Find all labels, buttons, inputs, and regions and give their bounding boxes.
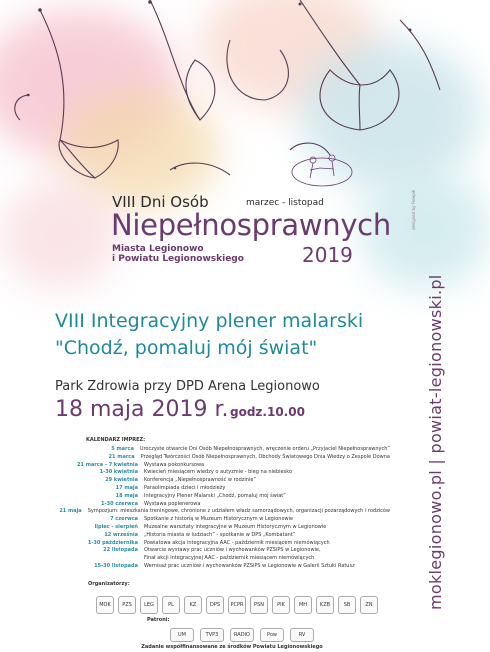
calendar-item xyxy=(40,454,390,462)
calendar-item-event: Paraolimpiada dzieci i młodzieży xyxy=(144,484,226,491)
organizer-logo: LEG xyxy=(140,596,158,614)
organizer-logo: MOK xyxy=(96,596,114,614)
organizer-logo: SB xyxy=(338,596,356,614)
event-time: godz.10.00 xyxy=(230,405,305,419)
calendar-item xyxy=(40,485,390,493)
calendar-item xyxy=(40,477,390,485)
organizer-logo: MH xyxy=(294,596,312,614)
calendar-item-date: 1-30 kwietnia xyxy=(99,469,138,476)
calendar-item xyxy=(40,516,390,524)
calendar-list xyxy=(40,446,390,571)
calendar-item-event: Kwiecień miesiącem wiedzy o autyzmie - bieg na niebiesko xyxy=(144,469,293,476)
event-heading-line2: "Chodź, pomaluj mój świat" xyxy=(55,337,318,359)
location-line1: Miasta Legionowo xyxy=(112,244,204,254)
calendar-item-date: 17 maja xyxy=(115,484,138,491)
organizer-logo: ZN xyxy=(360,596,378,614)
calendar-item-event: Integracyjny Plener Malarski „Chodź, pomaluj mój świat” xyxy=(144,492,286,499)
organizer-logo: KZ xyxy=(184,596,202,614)
calendar-item-event: Wernisaż prac uczniów i wychowanków PZSiPS w Legionowie w Galerii Sztuki Ratusz xyxy=(144,562,355,569)
calendar-item xyxy=(40,524,390,532)
calendar-item xyxy=(40,493,390,501)
calendar-item-date: 18 maja xyxy=(115,492,138,499)
calendar-item-event: Sympozjum: mieszkania treningowe, chronione z udziałem władz samorządowych, organizacji pozarządowych i rodziców xyxy=(87,508,390,515)
patron-logo: UM xyxy=(170,628,194,642)
organizer-logos xyxy=(96,596,378,614)
patron-logos xyxy=(170,628,314,642)
organizer-logo: DPS xyxy=(206,596,224,614)
calendar-item xyxy=(40,508,390,516)
patron-logo: Pow xyxy=(260,628,284,642)
funding-note: Zadanie współfinansowane ze środków Powiatu Legionowskiego xyxy=(141,644,323,650)
calendar-item-event: Muzealne warsztaty integracyjne w Muzeum Historycznym w Legionowie xyxy=(144,523,327,530)
calendar-item-date xyxy=(40,555,144,563)
patron-logo: RV xyxy=(290,628,314,642)
calendar-item-date: 7 czerwca xyxy=(110,516,138,523)
calendar-item xyxy=(40,532,390,540)
flower-illustration xyxy=(0,0,464,290)
organizer-logo: PIK xyxy=(272,596,290,614)
calendar-item-event: Konferencja „Niepełnosprawność w rodzinie” xyxy=(144,477,257,484)
calendar-item-event: Finał akcji integracyjnej AAC - październik miesiącem niemówiących xyxy=(144,555,315,562)
organizer-logo: KZB xyxy=(316,596,334,614)
organizers-label: Organizatorzy: xyxy=(88,581,130,587)
calendar-item-date: 29 kwietnia xyxy=(105,477,138,484)
calendar-item-date: 1-30 października xyxy=(87,539,138,546)
calendar-item-date: 21 marca xyxy=(108,453,135,460)
calendar-item-event: Spotkanie z historią w Muzeum Historycznym w Legionowie xyxy=(144,516,294,523)
title-line1: VIII Dni Osób xyxy=(112,193,209,211)
calendar-item xyxy=(40,563,390,571)
organizer-logo: PSN xyxy=(250,596,268,614)
organizer-logo: PCPR xyxy=(228,596,246,614)
calendar-item-date: 15-30 listopada xyxy=(94,562,138,569)
calendar-item xyxy=(40,555,390,563)
patrons-label: Patroni: xyxy=(147,617,170,623)
organizer-logo: PL xyxy=(162,596,180,614)
calendar-item-date: 21 marca - 7 kwietnia xyxy=(77,461,138,468)
calendar-item-date: 5 marca xyxy=(111,446,134,452)
calendar-item-date: 12 września xyxy=(104,531,138,538)
calendar-item-date: lipiec - sierpień xyxy=(94,523,138,530)
calendar-item-event: Otwarcie wystawy prac uczniów i wychowanków PZSiPS w Legionowie, xyxy=(144,547,321,554)
calendar-item-event: Wystawa poplenerowa xyxy=(144,500,201,507)
calendar-item-event: Wystawa pokonkursowa xyxy=(144,461,205,468)
patron-logo: RADIO xyxy=(230,628,254,642)
calendar-item-date: 21 maja xyxy=(59,508,82,515)
calendar-item-date: 1-30 czerwca xyxy=(101,500,138,507)
date-range: marzec - listopad xyxy=(246,198,324,208)
calendar-heading: KALENDARZ IMPREZ: xyxy=(86,437,146,443)
calendar-item xyxy=(40,446,390,454)
calendar-item-event: „Historia miasta w ludziach” - spotkanie w DPS „Kombatant” xyxy=(144,531,296,538)
event-heading-line1: VIII Integracyjny plener malarski xyxy=(55,310,364,332)
calendar-item-date: 22 listopada xyxy=(103,547,138,554)
location-line2: i Powiatu Legionowskiego xyxy=(112,254,244,264)
year: 2019 xyxy=(302,243,353,267)
patron-logo: TVP3 xyxy=(200,628,224,642)
calendar-item-event: Powiatowa akcja integracyjna AAC - październik miesiącem niemówiących xyxy=(144,539,330,546)
calendar-item xyxy=(40,547,390,555)
event-venue: Park Zdrowia przy DPD Arena Legionowo xyxy=(55,379,320,394)
organizer-logo: PZS xyxy=(118,596,136,614)
decorative-header xyxy=(0,0,464,290)
designer-credit: designed by Freepik xyxy=(411,189,416,230)
event-date: 18 maja 2019 r. xyxy=(55,397,229,422)
side-websites: moklegionowo.pl | powiat-legionowski.pl xyxy=(426,274,445,610)
title-main: Niepełnosprawnych xyxy=(111,208,391,242)
calendar-item-event: Przegląd Twórczości Osób Niepełnosprawnych, Obchody Światowego Dnia Wiedzy o Zespole Downa xyxy=(140,453,390,460)
calendar-item-event: Uroczyste otwarcie Dni Osób Niepełnosprawnych, wręczenie orderu „Przyjaciel Niepełnosprawnych” xyxy=(139,446,390,452)
